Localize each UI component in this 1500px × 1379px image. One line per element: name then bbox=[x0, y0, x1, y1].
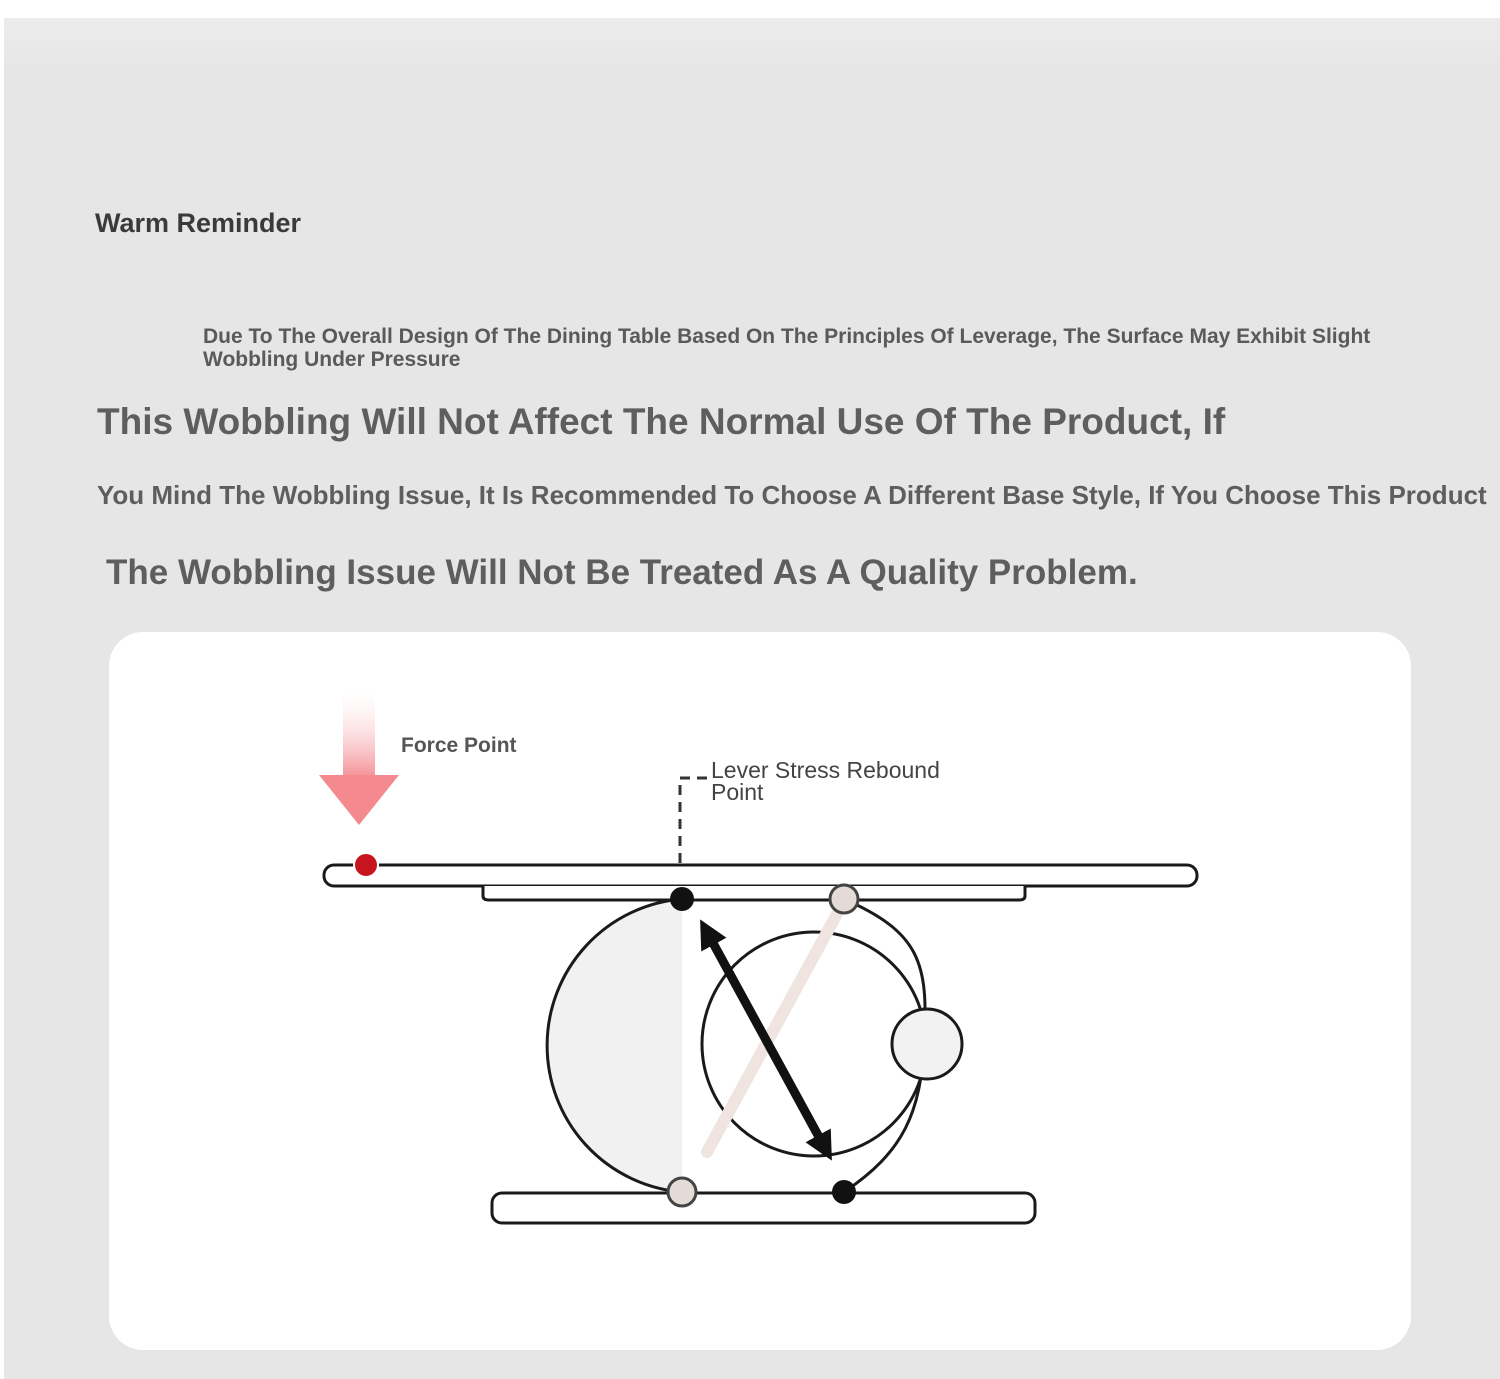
pivot-bottom-left bbox=[668, 1178, 696, 1206]
base-plate bbox=[492, 1193, 1035, 1223]
lever-diagram bbox=[109, 632, 1411, 1350]
force-point-dot bbox=[354, 853, 378, 877]
pivot-bottom-right bbox=[832, 1180, 856, 1204]
notice-line-1: This Wobbling Will Not Affect The Normal Use Of The Product, If bbox=[97, 401, 1226, 442]
outer-arc bbox=[547, 899, 682, 1192]
side-knob bbox=[892, 1009, 962, 1079]
page bbox=[4, 18, 1500, 1379]
notice-line-2: You Mind The Wobbling Issue, It Is Recommended To Choose A Different Base Style, If You Choose This Product bbox=[97, 480, 1487, 510]
force-point-label: Force Point bbox=[401, 734, 517, 757]
rebound-label-line2: Point bbox=[711, 779, 764, 805]
notice-line-3: The Wobbling Issue Will Not Be Treated As A Quality Problem. bbox=[106, 553, 1138, 592]
force-arrow bbox=[319, 682, 399, 825]
rebound-label-line1: Lever Stress Rebound bbox=[711, 757, 940, 783]
top-support-plate bbox=[483, 886, 1025, 900]
table-top bbox=[324, 865, 1197, 886]
intro-text: Due To The Overall Design Of The Dining Table Based On The Principles Of Leverage, The Surface May Exhibit Slight Wobbling Under Pressure bbox=[203, 325, 1371, 371]
pivot-top-left bbox=[670, 887, 694, 911]
page-title: Warm Reminder bbox=[95, 208, 302, 238]
pivot-top-right bbox=[830, 885, 858, 913]
top-band bbox=[4, 18, 1500, 68]
diagram-card bbox=[109, 632, 1411, 1350]
